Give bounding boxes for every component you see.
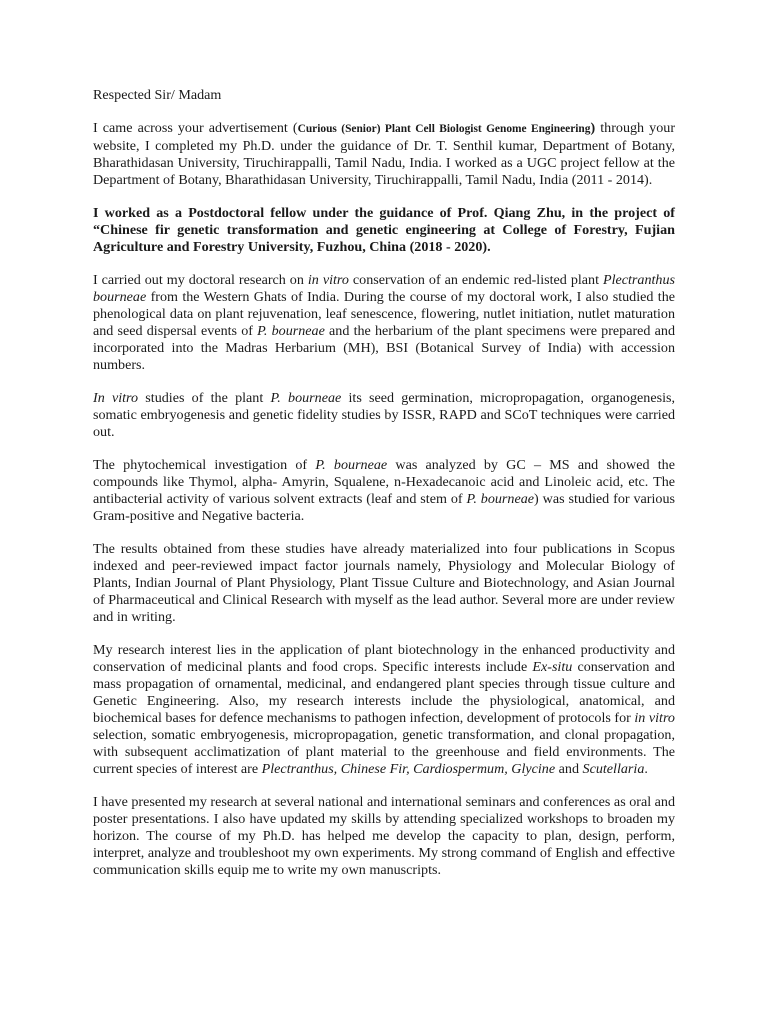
p1-text-c: through your website, I completed my Ph.D. under the guidance of Dr. T. Senthil kumar, Department of Botany, Bharathidasan University, Tiruchirappalli, Tamil Nadu, India. I worked as a UGC project fellow at the Department of Botany, Bharathidasan University, Tiruchirappalli, Tamil Nadu, India (2011 - 2014). (93, 120, 676, 188)
p1-text-a: I came across your advertisement ( (93, 120, 298, 136)
p3-text-a: I carried out my doctoral research on (93, 272, 308, 288)
p3-text-c: conservation of an endemic red-listed plant (348, 272, 603, 288)
p5-text-e: ) was studied for various Gram-positive and Negative bacteria. (93, 491, 675, 524)
p7-text-g: and (555, 761, 583, 777)
p7-text-e: selection, somatic embryogenesis, micropropagation, genetic transformation, and clonal propagation, with subsequent acclimatization of plant material to the greenhouse and field environments. The current species of interest are (93, 727, 675, 777)
paragraph-publications: The results obtained from these studies have already materialized into four publications in Scopus indexed and peer-reviewed impact factor journals namely, Physiology and Molecular Biology of Plants, Indian Journal of Plant Physiology, Plant Tissue Culture and Biotechnology, and Asian Journal of Pharmaceutical and Clinical Research with myself as the lead author. Several more are under review and in writing. (93, 541, 675, 625)
p7-text-h: Scutellaria (582, 761, 645, 777)
p5-text-a: The phytochemical investigation of (93, 457, 316, 473)
p1-text-b: ) (590, 120, 596, 136)
paragraph-research-interest (93, 642, 675, 778)
paragraph-advertisement (93, 120, 675, 189)
position-title: Curious (Senior) Plant Cell Biologist Genome Engineering (297, 123, 591, 135)
p3-text-e: from the Western Ghats of India. During the course of my doctoral work, I also studied the phenological data on plant rejuvenation, leaf senescence, flowering, nutlet initiation, nutlet maturation and seed dispersal events of (93, 289, 675, 339)
p4-text-a: In vitro (93, 390, 139, 406)
salutation: Respected Sir/ Madam (93, 87, 222, 103)
paragraph-phytochemical (93, 457, 675, 525)
p7-text-a: My research interest lies in the application of plant biotechnology in the enhanced productivity and conservation of medicinal plants and food crops. Specific interests include (93, 642, 675, 675)
p5-text-b: P. bourneae (315, 457, 388, 473)
p5-text-c: was analyzed by GC – MS and showed the compounds like Thymol, alpha- Amyrin, Squalene, n-Hexadecanoic acid and Linoleic acid, etc. The antibacterial activity of various solvent extracts (leaf and stem of (93, 457, 675, 507)
p3-text-d: Plectranthus bourneae (93, 272, 676, 305)
p4-text-d: its seed germination, micropropagation, organogenesis, somatic embryogenesis and genetic fidelity studies by ISSR, RAPD and SCoT techniques were carried out. (93, 390, 675, 440)
p3-text-f: P. bourneae (257, 323, 325, 339)
letter-body (93, 87, 675, 895)
p7-text-i: . (644, 761, 648, 777)
p7-text-d: in vitro (634, 710, 675, 726)
p5-text-d: P. bourneae (466, 491, 535, 507)
paragraph-postdoc: I worked as a Postdoctoral fellow under the guidance of Prof. Qiang Zhu, in the project of “Chinese fir genetic transformation and genetic engineering at College of Forestry, Fujian Agriculture and Forestry University, Fuzhou, China (2018 - 2020). (93, 205, 675, 255)
p7-text-c: conservation and mass propagation of ornamental, medicinal, and endangered plant species through tissue culture and Genetic Engineering. Also, my research interests include the physiological, anatomical, and biochemical bases for defence mechanisms to pathogen infection, development of protocols for (93, 659, 675, 726)
p4-text-b: studies of the plant (138, 390, 271, 406)
p7-text-f: Plectranthus, Chinese Fir, Cardiospermum, Glycine (261, 761, 556, 777)
p3-text-b: in vitro (307, 272, 349, 288)
paragraph-presentations: I have presented my research at several national and international seminars and conferences as oral and poster presentations. I also have updated my skills by attending specialized workshops to broaden my horizon. The course of my Ph.D. has helped me develop the capacity to plan, design, perform, interpret, analyze and troubleshoot my own experiments. My strong command of English and effective communication skills equip me to write my own manuscripts. (93, 794, 675, 878)
p7-text-b: Ex-situ (532, 659, 573, 675)
paragraph-in-vitro (93, 390, 675, 441)
p3-text-g: and the herbarium of the plant specimens were prepared and incorporated into the Madras Herbarium (MH), BSI (Botanical Survey of India) with accession numbers. (93, 323, 675, 373)
p4-text-c: P. bourneae (270, 390, 342, 406)
paragraph-doctoral-research (93, 272, 675, 374)
